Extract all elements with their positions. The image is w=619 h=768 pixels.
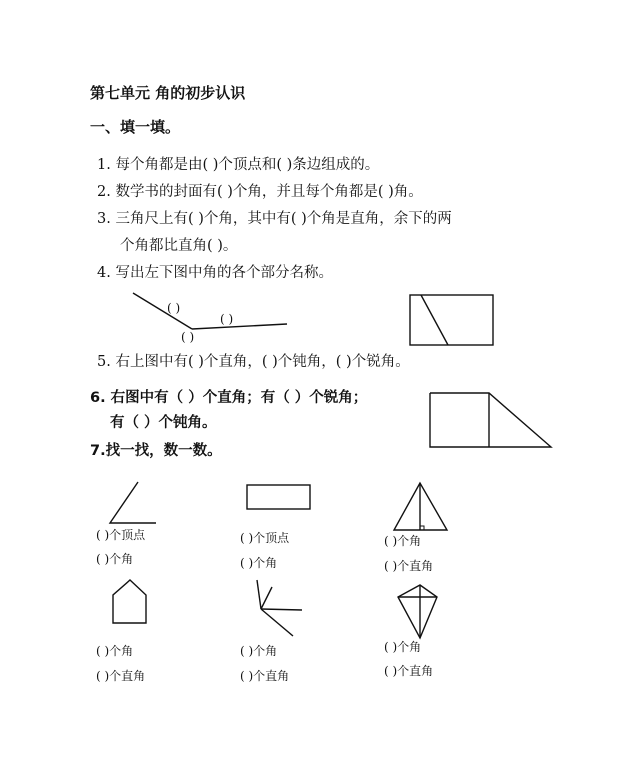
triangle-angle-label: ( )个角 (384, 534, 422, 548)
single-angle-shape (110, 482, 156, 523)
house-right-label: ( )个直角 (96, 669, 146, 683)
pentagon-house-shape (113, 580, 146, 623)
question-4: 4. 写出左下图中角的各个部分名称。 (97, 265, 333, 281)
rectangle-vertex-label: ( )个顶点 (240, 531, 290, 545)
angle-part-label-bottom: ( ) (181, 330, 195, 344)
house-angle-label: ( )个角 (96, 644, 134, 658)
page-title: 第七单元 角的初步认识 (90, 84, 246, 102)
question-1: 1. 每个角都是由( )个顶点和( )条边组成的。 (97, 157, 380, 173)
kite-shape (398, 585, 437, 638)
question-7: 7.找一找，数一数。 (90, 443, 222, 459)
angle-diagram (133, 293, 287, 329)
rays-right-label: ( )个直角 (240, 669, 290, 683)
triangle-right-label: ( )个直角 (384, 559, 434, 573)
rectangle-shape (247, 485, 310, 509)
question-3-line-1: 3. 三角尺上有( )个角，其中有( )个角是直角，余下的两 (97, 211, 452, 227)
trapezoid-figure (430, 393, 551, 447)
rays-angle-label: ( )个角 (240, 644, 278, 658)
angle-count-label: ( )个角 (96, 552, 134, 566)
angle-part-label-top: ( ) (167, 301, 181, 315)
question-2: 2. 数学书的封面有( )个角，并且每个角都是( )角。 (97, 184, 423, 200)
question-3-line-2: 个角都比直角( )。 (120, 238, 238, 254)
angle-part-label-side: ( ) (220, 312, 234, 326)
question-6-line-2: 有（ ）个钝角。 (110, 415, 217, 431)
kite-right-label: ( )个直角 (384, 664, 434, 678)
rays-shape (257, 580, 302, 636)
question-6-line-1: 6. 右图中有（ ）个直角；有（ ）个锐角； (90, 390, 368, 406)
rectangle-count-label: ( )个角 (240, 556, 278, 570)
angle-vertex-label: ( )个顶点 (96, 528, 146, 542)
question-5: 5. 右上图中有( )个直角，( )个钝角，( )个锐角。 (97, 354, 410, 370)
kite-angle-label: ( )个角 (384, 640, 422, 654)
rectangle-diagonal-figure (410, 295, 493, 345)
section-heading: 一、填一填。 (90, 118, 181, 136)
triangle-shape (394, 483, 447, 530)
